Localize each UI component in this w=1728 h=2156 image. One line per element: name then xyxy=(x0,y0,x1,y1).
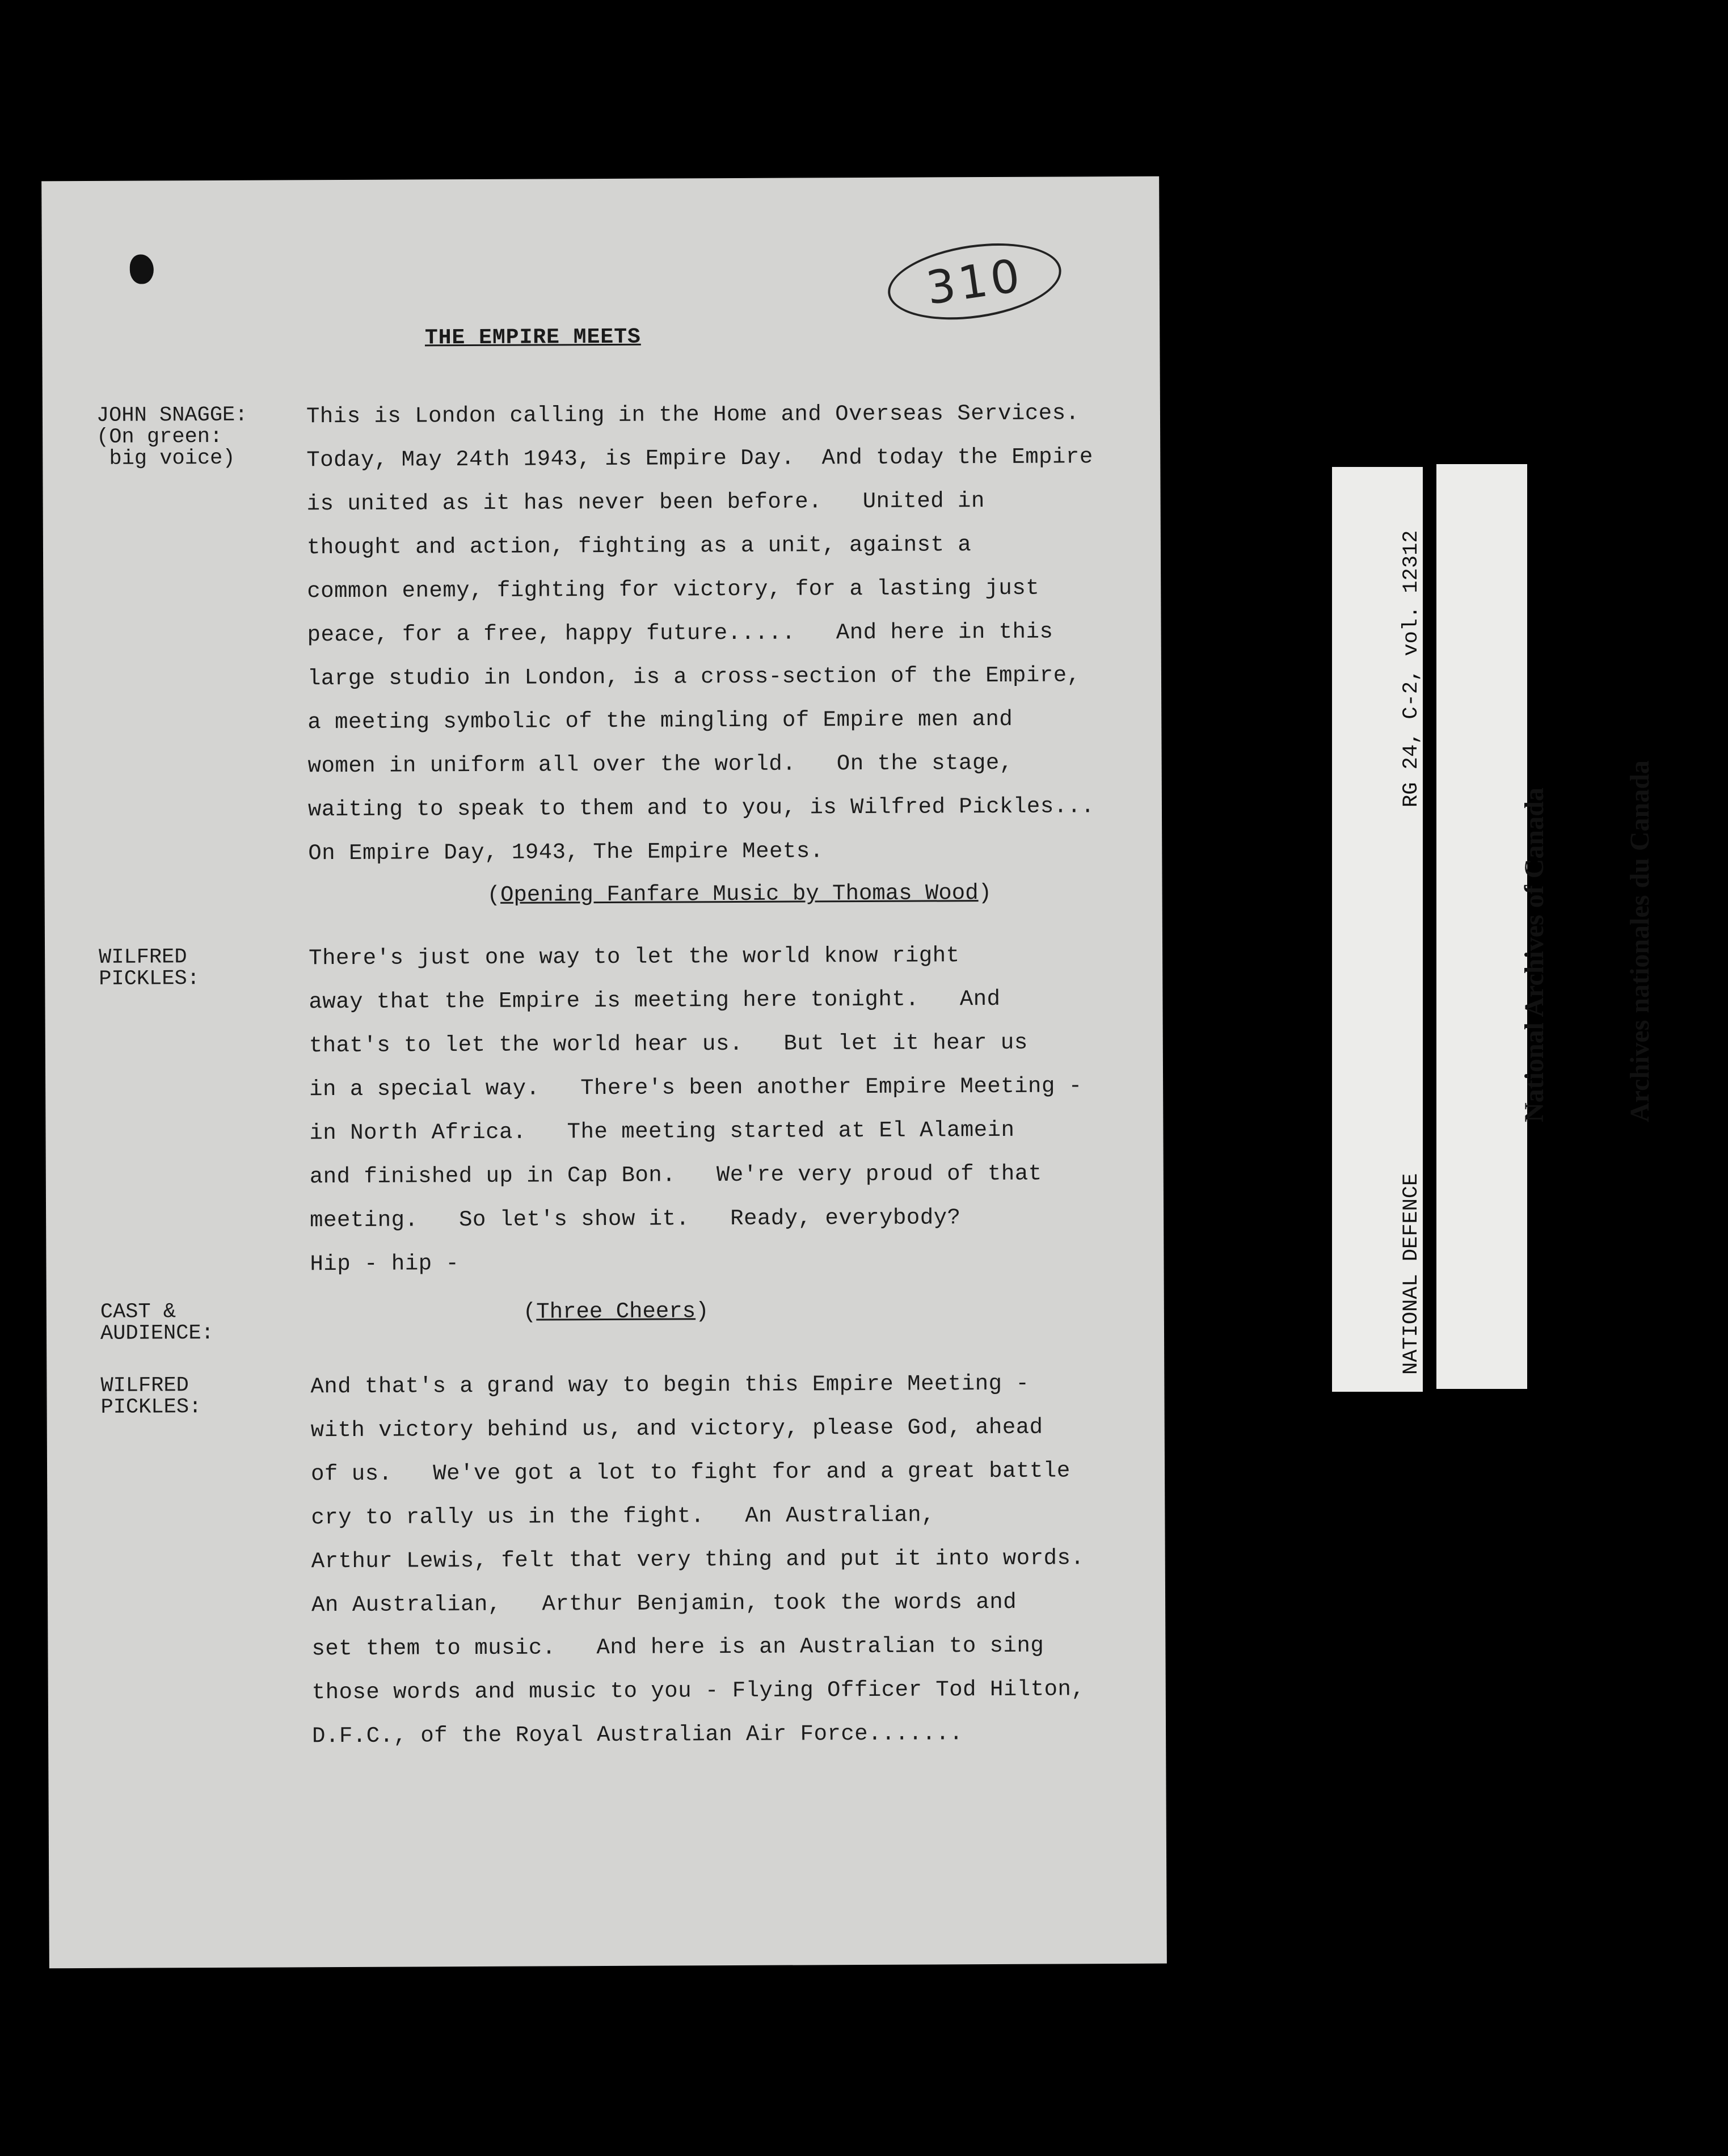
script-line: common enemy, fighting for victory, for a lasting just xyxy=(307,575,1040,604)
cue-text: Opening Fanfare Music by Thomas Wood xyxy=(500,881,979,908)
script-line: An Australian, Arthur Benjamin, took the words and xyxy=(311,1589,1017,1618)
archive-institution-text xyxy=(1447,760,1728,1122)
cue-text: Three Cheers xyxy=(536,1299,696,1325)
script-line: cry to rally us in the fight. An Australian, xyxy=(311,1502,935,1531)
speaker-john-snagge: JOHN SNAGGE: (On green: big voice) xyxy=(96,403,248,471)
script-line: women in uniform all over the world. On the stage, xyxy=(307,750,1013,779)
script-line: waiting to speak to them and to you, is Wilfred Pickles... xyxy=(307,794,1095,823)
script-line: large studio in London, is a cross-section of the Empire, xyxy=(307,663,1081,692)
script-line: that's to let the world hear us. But let it hear us xyxy=(309,1030,1028,1059)
institution-en: National Archives of Canada xyxy=(1519,788,1549,1122)
script-line: On Empire Day, 1943, The Empire Meets. xyxy=(308,839,824,866)
institution-fr: Archives nationales du Canada xyxy=(1625,760,1655,1122)
archive-institution-label xyxy=(1436,464,1655,1389)
script-line: And that's a grand way to begin this Empire Meeting - xyxy=(310,1371,1030,1400)
script-line: thought and action, fighting as a unit, against a xyxy=(306,532,972,561)
script-line: D.F.C., of the Royal Australian Air Force....... xyxy=(312,1721,963,1749)
page-number: 310 xyxy=(883,233,1066,330)
script-line: Arthur Lewis, felt that very thing and put it into words. xyxy=(311,1546,1085,1574)
script-line: in a special way. There's been another Empire Meeting - xyxy=(309,1073,1082,1102)
script-line: and finished up in Cap Bon. We're very proud of that xyxy=(309,1161,1042,1190)
document-title: THE EMPIRE MEETS xyxy=(424,325,641,351)
script-line: set them to music. And here is an Australian to sing xyxy=(311,1633,1044,1662)
archive-reference-label xyxy=(1332,467,1423,1392)
script-line: of us. We've got a lot to fight for and a great battle xyxy=(310,1458,1070,1487)
script-line: those words and music to you - Flying Officer Tod Hilton, xyxy=(311,1677,1085,1706)
department-en: NATIONAL DEFENCE xyxy=(1400,1173,1423,1375)
document-page xyxy=(41,176,1167,1969)
speaker-wilfred-pickles: WILFRED PICKLES: xyxy=(99,945,200,991)
script-line: away that the Empire is meeting here tonight. And xyxy=(309,986,1001,1015)
script-line: There's just one way to let the world know right xyxy=(309,943,960,971)
speaker-cast-audience: CAST & AUDIENCE: xyxy=(100,1300,214,1346)
script-line: is united as it has never been before. United in xyxy=(306,489,985,517)
script-line: peace, for a free, happy future..... And here in this xyxy=(307,619,1053,648)
script-line: in North Africa. The meeting started at El Alamein xyxy=(309,1117,1015,1146)
script-line: This is London calling in the Home and Overseas Services. xyxy=(306,401,1080,429)
script-line: a meeting symbolic of the mingling of Empire men and xyxy=(307,706,1013,735)
script-line: Today, May 24th 1943, is Empire Day. And today the Empire xyxy=(306,444,1093,473)
script-line: Hip - hip - xyxy=(310,1251,460,1277)
speaker-wilfred-pickles-2: WILFRED PICKLES: xyxy=(100,1374,202,1420)
punch-hole xyxy=(130,254,154,284)
archive-rg-line: RG 24, C-2, vol. 12312 xyxy=(1400,530,1423,807)
stage-cue-cheers: (Three Cheers) xyxy=(522,1299,709,1325)
script-line: with victory behind us, and victory, please God, ahead xyxy=(310,1414,1043,1443)
script-line: meeting. So let's show it. Ready, everybody? xyxy=(310,1205,961,1233)
stage-cue-fanfare: (Opening Fanfare Music by Thomas Wood) xyxy=(487,881,992,908)
